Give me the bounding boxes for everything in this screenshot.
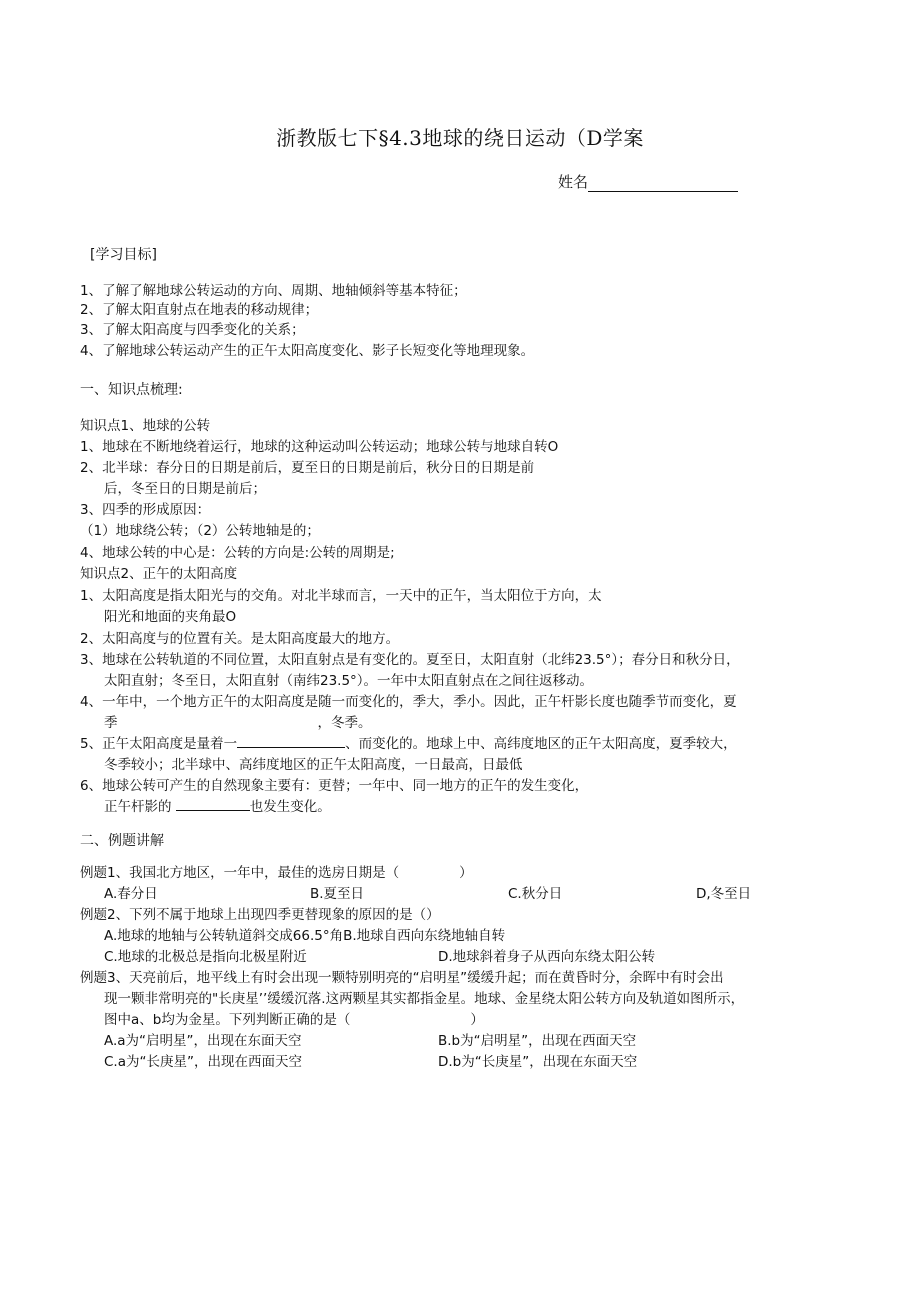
option-a: A.春分日 (104, 886, 158, 902)
goals-heading: [学习目标] (90, 247, 157, 263)
example-question: 现一颗非常明亮的"长庚星’’缓缓沉落.这两颗星其实都指金星。地球、金星绕太阳公转方向及轨道如图所示， (104, 991, 745, 1007)
kp1-line: 3、四季的形成原因： (80, 502, 211, 518)
kp2-line-part: 季 (104, 715, 118, 731)
example-question: 例题2、下列不属于地球上出现四季更替现象的原因的是（） (80, 907, 440, 923)
kp2-line: 太阳直射；冬至日，太阳直射（南纬23.5°）。一年中太阳直射点在之间往返移动。 (104, 673, 594, 689)
kp2-heading: 知识点2、正午的太阳高度 (80, 566, 238, 582)
option-b: B.b为“启明星”，出现在西面天空 (438, 1033, 637, 1049)
kp1-line: 4、地球公转的中心是：公转的方向是:公转的周期是; (80, 545, 395, 561)
goal-item: 3、了解太阳高度与四季变化的关系； (80, 322, 305, 338)
option-b: B.夏至日 (310, 886, 365, 902)
fill-blank (237, 735, 345, 748)
kp2-line: 2、太阳高度与的位置有关。是太阳高度最大的地方。 (80, 631, 400, 647)
name-field (558, 171, 738, 192)
kp2-line: 4、一年中，一个地方正午的太阳高度是随一而变化的，季大，季小。因此，正午杆影长度也随季节而变化，夏 (80, 694, 737, 710)
option-c: C.a为“长庚星”，出现在西面天空 (104, 1054, 302, 1070)
section1-heading: 一、知识点梳理: (80, 382, 183, 398)
name-label: 姓名 (558, 173, 589, 191)
option-a: A.a为“启明星”，出现在东面天空 (104, 1033, 302, 1049)
kp2-line-part: 、而变化的。地球上中、高纬度地区的正午太阳高度，夏季较大， (345, 736, 737, 752)
kp2-line: 6、地球公转可产生的自然现象主要有：更替；一年中、同一地方的正午的发生变化， (80, 778, 589, 794)
kp1-heading: 知识点1、地球的公转 (80, 418, 211, 434)
option-c: C.地球的北极总是指向北极星附近 (104, 949, 307, 965)
kp1-line: 1、地球在不断地绕着运行，地球的这种运动叫公转运动；地球公转与地球自转O (80, 439, 559, 455)
document-title: 浙教版七下§4.3地球的绕日运动（D学案 (276, 126, 644, 150)
example-question-part: ） (470, 1012, 484, 1028)
kp2-line: 1、太阳高度是指太阳光与的交角。对北半球而言，一天中的正午，当太阳位于方向，太 (80, 588, 602, 604)
goal-item: 2、了解太阳直射点在地表的移动规律； (80, 302, 319, 318)
example-question-part: 图中a、b均为金星。下列判断正确的是（ (104, 1012, 351, 1028)
example-question (104, 1011, 484, 1029)
kp2-line-part: 正午杆影的 (104, 799, 172, 815)
option-d: D.b为“长庚星”，出现在东面天空 (438, 1054, 638, 1070)
option-d: D,冬至日 (696, 886, 752, 902)
kp2-line-part: 5、正午太阳高度是量着一 (80, 736, 238, 752)
kp2-line-part: ，冬季。 (317, 715, 372, 731)
kp2-line-part: 也发生变化。 (249, 799, 331, 815)
kp1-line: 后，冬至日的日期是前后； (104, 481, 266, 497)
name-blank (588, 177, 738, 192)
goal-item: 4、了解地球公转运动产生的正午太阳高度变化、影子长短变化等地理现象。 (80, 343, 535, 359)
kp2-line (80, 735, 737, 753)
option-c: C.秋分日 (508, 886, 563, 902)
example-question (80, 864, 473, 882)
example-question-part: ） (459, 865, 473, 881)
option-ab: A.地球的地轴与公转轨道斜交成66.5°角B.地球自西向东绕地轴自转 (104, 928, 506, 944)
fill-blank (176, 798, 250, 811)
kp2-line (104, 798, 331, 816)
kp2-line: 3、地球在公转轨道的不同位置，太阳直射点是有变化的。夏至日，太阳直射（北纬23.5°）；春分日和秋分日， (80, 652, 740, 668)
section2-heading: 二、例题讲解 (80, 833, 164, 849)
kp1-line: （1）地球绕公转；（2）公转地轴是的； (80, 523, 320, 539)
kp2-line: 阳光和地面的夹角最O (104, 609, 237, 625)
kp1-line: 2、北半球：春分日的日期是前后，夏至日的日期是前后，秋分日的日期是前 (80, 460, 535, 476)
example-question-part: 例题1、我国北方地区，一年中，最佳的选房日期是（ (80, 865, 400, 881)
kp2-line (104, 714, 372, 732)
goal-item: 1、了解了解地球公转运动的方向、周期、地轴倾斜等基本特征； (80, 283, 467, 299)
kp2-line: 冬季较小；北半球中、高纬度地区的正午太阳高度，一日最高，日最低 (104, 757, 523, 773)
example-question: 例题3、天亮前后，地平线上有时会出现一颗特别明亮的“启明星”缓缓升起；而在黄昏时分，余晖中有时会出 (80, 970, 724, 986)
option-d: D.地球斜着身子从西向东绕太阳公转 (438, 949, 656, 965)
